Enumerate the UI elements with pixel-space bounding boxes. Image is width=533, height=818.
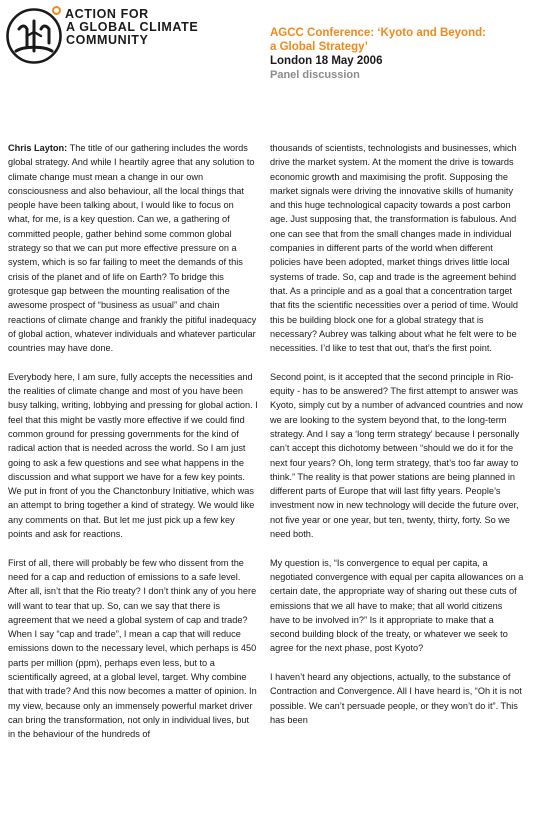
paragraph-4: thousands of scientists, technologists and businesses, which drive the market system. At the moment the drive is towards economic growth and maximising the profit. Supposing the market signals were driving the innovative skills of humanity and this huge technological capacity towards a post carbon age. Just supposing that, the transformation is fabulous. And one can see that from the small changes made in individual companies in different parts of the world when different policies have been adopted, market things drives little local systems of trade. So, cap and trade is the agreement behind that. As a principle and as a goal that a concentration target that fits the scientific necessities over a period of time. Would this be building block one for a global strategy that is necessary? Aubrey was talking about what he felt were to be necessities. I’d like to test that out, that’s the first point. — [270, 143, 519, 354]
paragraph-1 — [8, 141, 258, 355]
conference-title-line1: AGCC Conference: ‘Kyoto and Beyond: — [270, 27, 486, 39]
paragraph-5: Second point, is it accepted that the second principle in Rio- equity - has to be answered? The first attempt to answer was Kyoto, simply cut by a number of advanced countries and now we are looking to the system beyond that, to the long-term strategy. And I say a ‘long term strategy’ because I personally can’t accept this dichotomy between “should we do it for the next four years? Oh, long term strategy, that’s too far away to think.” The reality is that power stations are being planned in different parts of Europe that will last fifty years. People’s investment now in new technology will decide the future over, not five year or one year, but ten, twenty, thirty, forty. So we need both. — [270, 371, 523, 540]
paragraph-1-text: The title of our gathering includes the words global strategy. And while I heartily agree that any solution to climate change must mean a change in our own consciousness and also behaviour, all the local things that people have been talking about, I would like to focus on what, for me, is a key question. Can we, a gathering of committed people, gather behind some common global strategy so that we can put more effective pressure on a system, which is so far failing to meet the demands of this crisis of the planet and of life on Earth? To bridge this grotesque gap between the mounting realisation of the awesome prospect of “business as usual” and chain reactions of climate change and frankly the pitiful inadequacy of global action, whatever individuals and whatever particular countries may have done. — [8, 143, 257, 354]
logo-wordmark — [66, 8, 198, 47]
paragraph-3: First of all, there will probably be few who dissent from the need for a cap and reduction of emissions to a safe level. After all, isn’t that the Rio treaty? I don’t think any of you here will want to tear that up. So, can we say that there is agreement that we need a global system of cap and trade? When I say “cap and trade”, I mean a cap that will reduce emissions down to the necessary level, which perhaps is 450 parts per million (ppm), perhaps even less, but to a scientifically agreed, at a global level, target. Why combine that with trade? And this now becomes a matter of opinion. In my view, because only an immensely powerful market driver can bring the transformation, not only in individual lives, but in the behaviour of the hundreds of — [8, 557, 257, 740]
conference-location-date: London 18 May 2006 — [270, 55, 383, 67]
paragraph-6: My question is, “Is convergence to equal per capita, a negotiated convergence with equal per capita allowances on a certain date, the appropriate way of sharing out these cuts of emissions that we all have to make; that all world citizens have to be involved in?” Is it appropriate to make that a second building block of the treaty, or whatever we seek to agree for the next phase, post Kyoto? — [270, 557, 524, 654]
logo-text-line2: A GLOBAL CLIMATE — [66, 20, 199, 34]
logo-orange-circle-icon — [52, 6, 61, 15]
session-label: Panel discussion — [270, 69, 360, 81]
paragraph-7: I haven’t heard any objections, actually, to the substance of Contraction and Convergence. All I have heard is, “Oh it is not possible. We can’t persuade people, or they won’t do it”. This has been — [270, 671, 522, 725]
logo-text-line1: ACTION FOR — [65, 7, 149, 21]
speaker-name: Chris Layton: — [8, 143, 68, 153]
logo-text-line3: COMMUNITY — [66, 33, 149, 47]
conference-header — [270, 26, 525, 82]
agcc-logo — [6, 6, 246, 66]
agcc-logo-mark-icon — [6, 8, 62, 64]
paragraph-2: Everybody here, I am sure, fully accepts the necessities and the realities of climate change and most of you have been busy talking, writing, lobbying and pressing for global action. I feel that this might be vastly more effective if we could find common ground for pressing governments for the kind of radical action that is needed across the world. So I am just going to ask a few questions and see what happens in the discussion and what support we have for a few key points. We put in front of you the Chanctonbury Initiative, which was an attempt to bring together a kind of strategy. We would like any comments on that. But let me just pick up a few key points and ask for reactions. — [8, 371, 258, 540]
conference-title-line2: a Global Strategy’ — [270, 41, 368, 53]
left-column — [8, 141, 258, 756]
right-column — [270, 141, 524, 741]
